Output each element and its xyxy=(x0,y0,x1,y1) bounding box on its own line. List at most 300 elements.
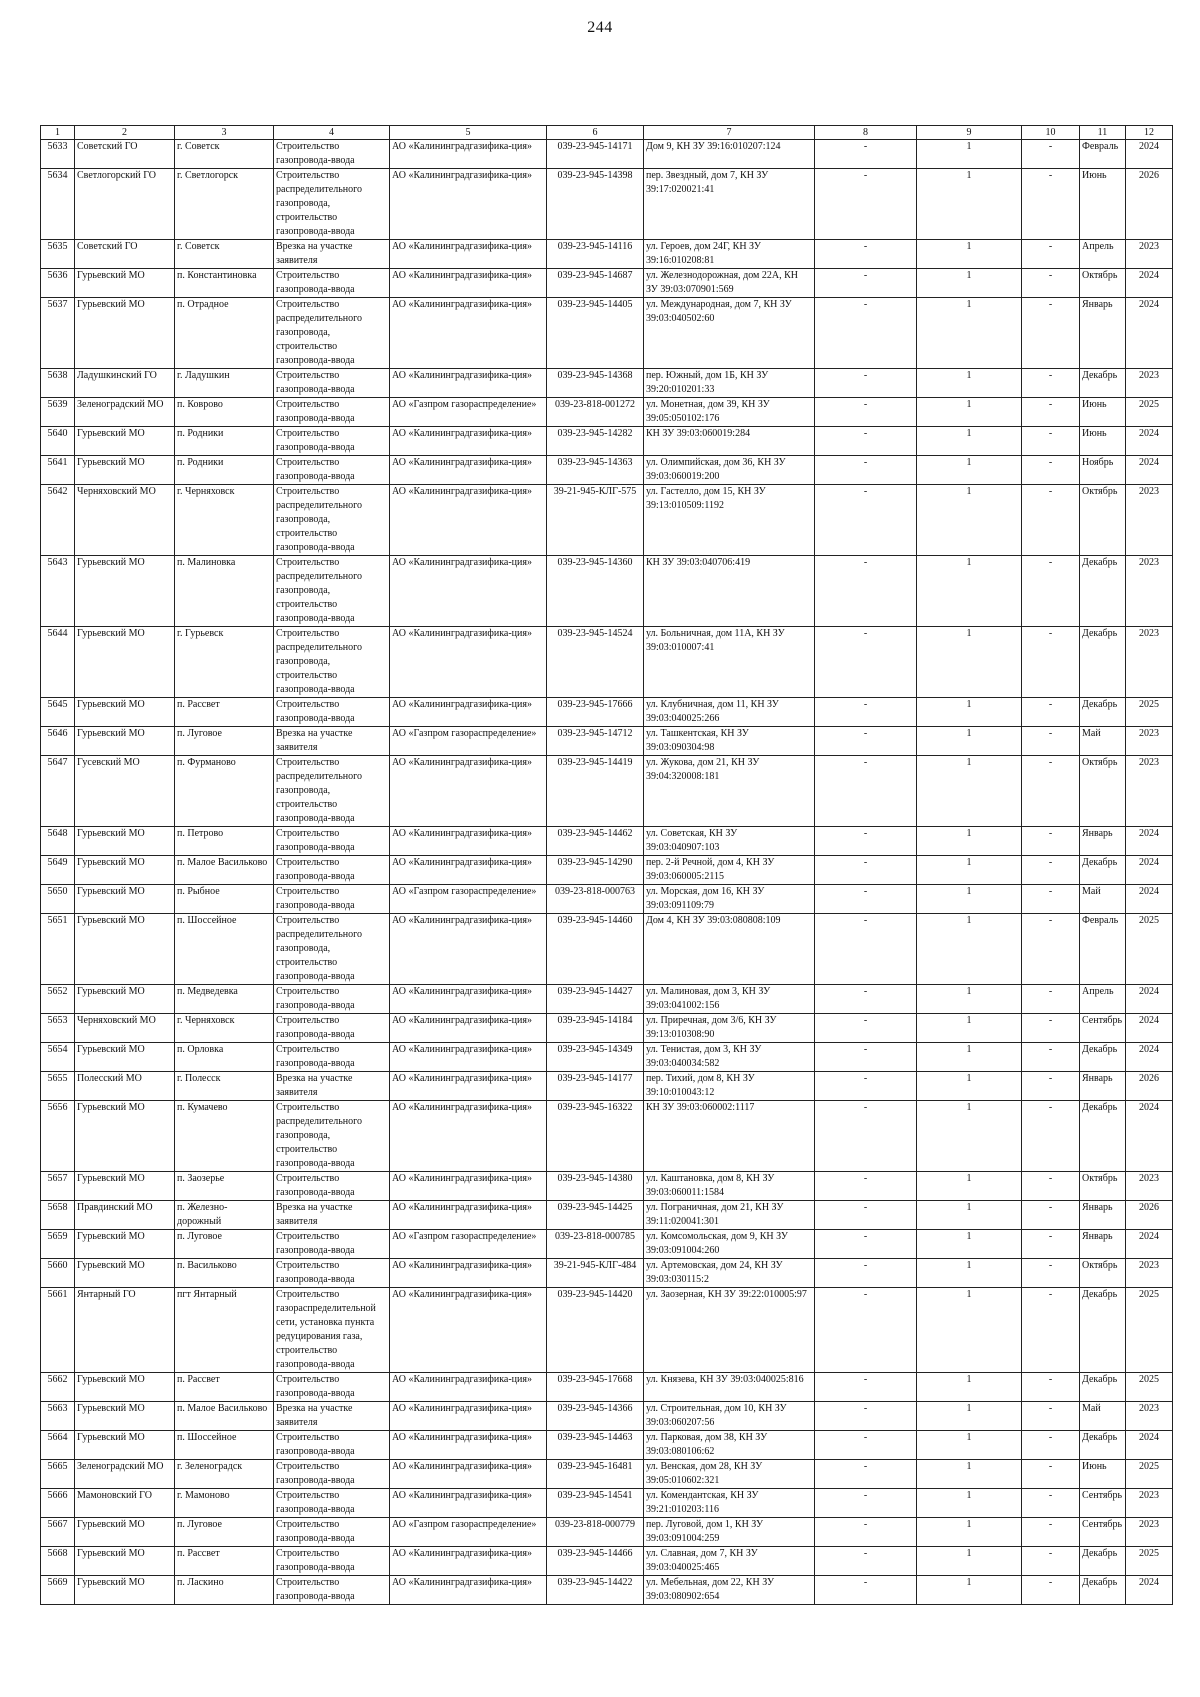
row-number-cell: 5651 xyxy=(41,914,75,985)
municipality-cell: Янтарный ГО xyxy=(75,1288,175,1373)
row-number-cell: 5659 xyxy=(41,1230,75,1259)
col-8-value-cell: - xyxy=(815,627,917,698)
address-cell: ул. Артемовская, дом 24, КН ЗУ 39:03:030115:2 xyxy=(644,1259,815,1288)
settlement-cell: п. Малое Васильково xyxy=(175,856,274,885)
work-type-cell: Строительство газопровода-ввода xyxy=(274,1014,390,1043)
year-cell: 2025 xyxy=(1126,698,1173,727)
address-cell: ул. Князева, КН ЗУ 39:03:040025:816 xyxy=(644,1373,815,1402)
settlement-cell: г. Советск xyxy=(175,140,274,169)
work-type-cell: Строительство распределительного газопровода, строительство газопровода-ввода xyxy=(274,298,390,369)
row-number-cell: 5645 xyxy=(41,698,75,727)
col-8-value-cell: - xyxy=(815,1402,917,1431)
col-9-value-cell: 1 xyxy=(917,1014,1022,1043)
row-number-cell: 5669 xyxy=(41,1576,75,1605)
col-10-value-cell: - xyxy=(1022,627,1080,698)
work-type-cell: Строительство распределительного газопровода, строительство газопровода-ввода xyxy=(274,169,390,240)
gas-company-cell: АО «Калининградгазифика-ция» xyxy=(390,856,547,885)
municipality-cell: Гурьевский МО xyxy=(75,298,175,369)
col-9-value-cell: 1 xyxy=(917,1460,1022,1489)
application-number-cell: 039-23-945-14405 xyxy=(547,298,644,369)
column-header: 9 xyxy=(917,126,1022,140)
col-9-value-cell: 1 xyxy=(917,885,1022,914)
col-8-value-cell: - xyxy=(815,485,917,556)
col-8-value-cell: - xyxy=(815,169,917,240)
application-number-cell: 039-23-945-14363 xyxy=(547,456,644,485)
gas-company-cell: АО «Калининградгазифика-ция» xyxy=(390,1043,547,1072)
application-number-cell: 039-23-945-14422 xyxy=(547,1576,644,1605)
gas-company-cell: АО «Калининградгазифика-ция» xyxy=(390,756,547,827)
col-10-value-cell: - xyxy=(1022,1230,1080,1259)
work-type-cell: Строительство газопровода-ввода xyxy=(274,1460,390,1489)
application-number-cell: 039-23-945-14427 xyxy=(547,985,644,1014)
col-9-value-cell: 1 xyxy=(917,856,1022,885)
col-8-value-cell: - xyxy=(815,756,917,827)
application-number-cell: 039-23-818-000763 xyxy=(547,885,644,914)
year-cell: 2024 xyxy=(1126,885,1173,914)
col-8-value-cell: - xyxy=(815,1489,917,1518)
municipality-cell: Гурьевский МО xyxy=(75,856,175,885)
row-number-cell: 5644 xyxy=(41,627,75,698)
month-cell: Декабрь xyxy=(1080,369,1126,398)
month-cell: Октябрь xyxy=(1080,269,1126,298)
settlement-cell: п. Орловка xyxy=(175,1043,274,1072)
table-row xyxy=(41,556,1173,627)
month-cell: Декабрь xyxy=(1080,1288,1126,1373)
col-9-value-cell: 1 xyxy=(917,1172,1022,1201)
gas-company-cell: АО «Калининградгазифика-ция» xyxy=(390,1489,547,1518)
work-type-cell: Врезка на участке заявителя xyxy=(274,1402,390,1431)
row-number-cell: 5640 xyxy=(41,427,75,456)
address-cell: ул. Жукова, дом 21, КН ЗУ 39:04:320008:181 xyxy=(644,756,815,827)
gas-company-cell: АО «Калининградгазифика-ция» xyxy=(390,1547,547,1576)
col-9-value-cell: 1 xyxy=(917,269,1022,298)
month-cell: Июнь xyxy=(1080,398,1126,427)
month-cell: Май xyxy=(1080,885,1126,914)
col-10-value-cell: - xyxy=(1022,485,1080,556)
col-10-value-cell: - xyxy=(1022,298,1080,369)
col-8-value-cell: - xyxy=(815,698,917,727)
col-10-value-cell: - xyxy=(1022,369,1080,398)
settlement-cell: г. Зеленоградск xyxy=(175,1460,274,1489)
work-type-cell: Строительство газопровода-ввода xyxy=(274,985,390,1014)
address-cell: пер. Звездный, дом 7, КН ЗУ 39:17:020021:41 xyxy=(644,169,815,240)
settlement-cell: п. Родники xyxy=(175,427,274,456)
table-row xyxy=(41,1547,1173,1576)
col-10-value-cell: - xyxy=(1022,1172,1080,1201)
gas-company-cell: АО «Калининградгазифика-ция» xyxy=(390,1014,547,1043)
application-number-cell: 039-23-945-14420 xyxy=(547,1288,644,1373)
work-type-cell: Строительство газопровода-ввода xyxy=(274,369,390,398)
settlement-cell: г. Мамоново xyxy=(175,1489,274,1518)
col-8-value-cell: - xyxy=(815,1072,917,1101)
col-10-value-cell: - xyxy=(1022,1576,1080,1605)
row-number-cell: 5647 xyxy=(41,756,75,827)
row-number-cell: 5658 xyxy=(41,1201,75,1230)
address-cell: ул. Приречная, дом 3/6, КН ЗУ 39:13:010308:90 xyxy=(644,1014,815,1043)
month-cell: Июнь xyxy=(1080,1460,1126,1489)
application-number-cell: 039-23-945-14466 xyxy=(547,1547,644,1576)
application-number-cell: 039-23-945-14462 xyxy=(547,827,644,856)
application-number-cell: 039-23-945-14380 xyxy=(547,1172,644,1201)
table-row xyxy=(41,1402,1173,1431)
gas-company-cell: АО «Газпром газораспределение» xyxy=(390,1518,547,1547)
col-9-value-cell: 1 xyxy=(917,914,1022,985)
municipality-cell: Гурьевский МО xyxy=(75,456,175,485)
year-cell: 2023 xyxy=(1126,756,1173,827)
year-cell: 2026 xyxy=(1126,169,1173,240)
row-number-cell: 5641 xyxy=(41,456,75,485)
col-10-value-cell: - xyxy=(1022,985,1080,1014)
row-number-cell: 5656 xyxy=(41,1101,75,1172)
col-9-value-cell: 1 xyxy=(917,1547,1022,1576)
col-9-value-cell: 1 xyxy=(917,756,1022,827)
col-9-value-cell: 1 xyxy=(917,140,1022,169)
year-cell: 2025 xyxy=(1126,1460,1173,1489)
row-number-cell: 5646 xyxy=(41,727,75,756)
municipality-cell: Полесский МО xyxy=(75,1072,175,1101)
col-8-value-cell: - xyxy=(815,1259,917,1288)
application-number-cell: 039-23-945-14712 xyxy=(547,727,644,756)
application-number-cell: 39-21-945-КЛГ-575 xyxy=(547,485,644,556)
address-cell: ул. Олимпийская, дом 36, КН ЗУ 39:03:060019:200 xyxy=(644,456,815,485)
year-cell: 2025 xyxy=(1126,398,1173,427)
work-type-cell: Врезка на участке заявителя xyxy=(274,727,390,756)
application-number-cell: 039-23-945-14541 xyxy=(547,1489,644,1518)
row-number-cell: 5668 xyxy=(41,1547,75,1576)
gas-company-cell: АО «Газпром газораспределение» xyxy=(390,398,547,427)
col-10-value-cell: - xyxy=(1022,1402,1080,1431)
year-cell: 2023 xyxy=(1126,1172,1173,1201)
gas-company-cell: АО «Калининградгазифика-ция» xyxy=(390,914,547,985)
municipality-cell: Гурьевский МО xyxy=(75,427,175,456)
gas-company-cell: АО «Калининградгазифика-ция» xyxy=(390,269,547,298)
col-8-value-cell: - xyxy=(815,369,917,398)
municipality-cell: Гурьевский МО xyxy=(75,1431,175,1460)
application-number-cell: 039-23-945-14290 xyxy=(547,856,644,885)
col-10-value-cell: - xyxy=(1022,1518,1080,1547)
month-cell: Сентябрь xyxy=(1080,1518,1126,1547)
municipality-cell: Гурьевский МО xyxy=(75,269,175,298)
gas-company-cell: АО «Калининградгазифика-ция» xyxy=(390,240,547,269)
col-9-value-cell: 1 xyxy=(917,1201,1022,1230)
year-cell: 2023 xyxy=(1126,1518,1173,1547)
address-cell: ул. Заозерная, КН ЗУ 39:22:010005:97 xyxy=(644,1288,815,1373)
table-row xyxy=(41,1288,1173,1373)
row-number-cell: 5664 xyxy=(41,1431,75,1460)
work-type-cell: Строительство распределительного газопровода, строительство газопровода-ввода xyxy=(274,914,390,985)
table-row xyxy=(41,169,1173,240)
column-number-row xyxy=(41,126,1173,140)
settlement-cell: п. Рассвет xyxy=(175,698,274,727)
settlement-cell: г. Черняховск xyxy=(175,1014,274,1043)
col-9-value-cell: 1 xyxy=(917,1043,1022,1072)
col-10-value-cell: - xyxy=(1022,1547,1080,1576)
settlement-cell: п. Железно-дорожный xyxy=(175,1201,274,1230)
municipality-cell: Гурьевский МО xyxy=(75,627,175,698)
month-cell: Май xyxy=(1080,727,1126,756)
year-cell: 2023 xyxy=(1126,1402,1173,1431)
month-cell: Январь xyxy=(1080,827,1126,856)
month-cell: Декабрь xyxy=(1080,1547,1126,1576)
settlement-cell: г. Ладушкин xyxy=(175,369,274,398)
municipality-cell: Черняховский МО xyxy=(75,485,175,556)
row-number-cell: 5642 xyxy=(41,485,75,556)
col-10-value-cell: - xyxy=(1022,1072,1080,1101)
col-10-value-cell: - xyxy=(1022,398,1080,427)
settlement-cell: п. Шоссейное xyxy=(175,1431,274,1460)
table-row xyxy=(41,1373,1173,1402)
municipality-cell: Гурьевский МО xyxy=(75,885,175,914)
table-row xyxy=(41,1072,1173,1101)
table-row xyxy=(41,885,1173,914)
year-cell: 2023 xyxy=(1126,485,1173,556)
col-9-value-cell: 1 xyxy=(917,698,1022,727)
settlement-cell: п. Родники xyxy=(175,456,274,485)
work-type-cell: Врезка на участке заявителя xyxy=(274,240,390,269)
work-type-cell: Строительство газораспределительной сети, установка пункта редуцирования газа, строительство газопровода-ввода xyxy=(274,1288,390,1373)
month-cell: Ноябрь xyxy=(1080,456,1126,485)
gas-company-cell: АО «Калининградгазифика-ция» xyxy=(390,1172,547,1201)
application-number-cell: 039-23-945-14398 xyxy=(547,169,644,240)
municipality-cell: Гурьевский МО xyxy=(75,1518,175,1547)
gas-company-cell: АО «Калининградгазифика-ция» xyxy=(390,456,547,485)
row-number-cell: 5633 xyxy=(41,140,75,169)
row-number-cell: 5634 xyxy=(41,169,75,240)
row-number-cell: 5648 xyxy=(41,827,75,856)
municipality-cell: Советский ГО xyxy=(75,240,175,269)
work-type-cell: Врезка на участке заявителя xyxy=(274,1072,390,1101)
month-cell: Январь xyxy=(1080,1201,1126,1230)
year-cell: 2024 xyxy=(1126,1014,1173,1043)
work-type-cell: Строительство газопровода-ввода xyxy=(274,1547,390,1576)
col-10-value-cell: - xyxy=(1022,269,1080,298)
col-10-value-cell: - xyxy=(1022,698,1080,727)
work-type-cell: Строительство газопровода-ввода xyxy=(274,856,390,885)
col-10-value-cell: - xyxy=(1022,1288,1080,1373)
municipality-cell: Мамоновский ГО xyxy=(75,1489,175,1518)
month-cell: Январь xyxy=(1080,1230,1126,1259)
row-number-cell: 5654 xyxy=(41,1043,75,1072)
col-10-value-cell: - xyxy=(1022,240,1080,269)
municipality-cell: Светлогорский ГО xyxy=(75,169,175,240)
col-9-value-cell: 1 xyxy=(917,456,1022,485)
row-number-cell: 5653 xyxy=(41,1014,75,1043)
col-8-value-cell: - xyxy=(815,914,917,985)
col-8-value-cell: - xyxy=(815,1547,917,1576)
year-cell: 2024 xyxy=(1126,1431,1173,1460)
application-number-cell: 039-23-945-14171 xyxy=(547,140,644,169)
col-9-value-cell: 1 xyxy=(917,1101,1022,1172)
table-row xyxy=(41,914,1173,985)
column-header: 4 xyxy=(274,126,390,140)
year-cell: 2024 xyxy=(1126,427,1173,456)
settlement-cell: г. Светлогорск xyxy=(175,169,274,240)
column-header: 10 xyxy=(1022,126,1080,140)
col-9-value-cell: 1 xyxy=(917,1288,1022,1373)
settlement-cell: п. Малиновка xyxy=(175,556,274,627)
address-cell: КН ЗУ 39:03:040706:419 xyxy=(644,556,815,627)
work-type-cell: Строительство газопровода-ввода xyxy=(274,885,390,914)
col-8-value-cell: - xyxy=(815,1460,917,1489)
address-cell: ул. Советская, КН ЗУ 39:03:040907:103 xyxy=(644,827,815,856)
year-cell: 2025 xyxy=(1126,1547,1173,1576)
col-9-value-cell: 1 xyxy=(917,369,1022,398)
address-cell: ул. Морская, дом 16, КН ЗУ 39:03:091109:79 xyxy=(644,885,815,914)
municipality-cell: Ладушкинский ГО xyxy=(75,369,175,398)
year-cell: 2025 xyxy=(1126,1288,1173,1373)
table-row xyxy=(41,756,1173,827)
year-cell: 2023 xyxy=(1126,627,1173,698)
col-9-value-cell: 1 xyxy=(917,298,1022,369)
table-row xyxy=(41,298,1173,369)
row-number-cell: 5636 xyxy=(41,269,75,298)
table-row xyxy=(41,1043,1173,1072)
gas-company-cell: АО «Калининградгазифика-ция» xyxy=(390,1373,547,1402)
row-number-cell: 5635 xyxy=(41,240,75,269)
settlement-cell: п. Коврово xyxy=(175,398,274,427)
row-number-cell: 5665 xyxy=(41,1460,75,1489)
col-8-value-cell: - xyxy=(815,856,917,885)
col-8-value-cell: - xyxy=(815,1201,917,1230)
gas-company-cell: АО «Газпром газораспределение» xyxy=(390,727,547,756)
month-cell: Сентябрь xyxy=(1080,1014,1126,1043)
row-number-cell: 5650 xyxy=(41,885,75,914)
settlement-cell: п. Заозерье xyxy=(175,1172,274,1201)
gas-company-cell: АО «Калининградгазифика-ция» xyxy=(390,169,547,240)
register-table xyxy=(40,125,1173,1605)
year-cell: 2024 xyxy=(1126,827,1173,856)
year-cell: 2023 xyxy=(1126,556,1173,627)
municipality-cell: Гурьевский МО xyxy=(75,1043,175,1072)
table-row xyxy=(41,985,1173,1014)
year-cell: 2024 xyxy=(1126,298,1173,369)
col-10-value-cell: - xyxy=(1022,1101,1080,1172)
address-cell: ул. Ташкентская, КН ЗУ 39:03:090304:98 xyxy=(644,727,815,756)
work-type-cell: Строительство распределительного газопровода, строительство газопровода-ввода xyxy=(274,1101,390,1172)
table-row xyxy=(41,1230,1173,1259)
col-10-value-cell: - xyxy=(1022,169,1080,240)
col-8-value-cell: - xyxy=(815,1230,917,1259)
col-10-value-cell: - xyxy=(1022,1259,1080,1288)
row-number-cell: 5657 xyxy=(41,1172,75,1201)
application-number-cell: 039-23-945-14419 xyxy=(547,756,644,827)
row-number-cell: 5643 xyxy=(41,556,75,627)
address-cell: ул. Парковая, дом 38, КН ЗУ 39:03:080106:62 xyxy=(644,1431,815,1460)
row-number-cell: 5637 xyxy=(41,298,75,369)
gas-company-cell: АО «Калининградгазифика-ция» xyxy=(390,627,547,698)
year-cell: 2026 xyxy=(1126,1201,1173,1230)
year-cell: 2023 xyxy=(1126,1489,1173,1518)
col-10-value-cell: - xyxy=(1022,456,1080,485)
row-number-cell: 5660 xyxy=(41,1259,75,1288)
address-cell: ул. Гастелло, дом 15, КН ЗУ 39:13:010509:1192 xyxy=(644,485,815,556)
work-type-cell: Строительство газопровода-ввода xyxy=(274,1431,390,1460)
col-10-value-cell: - xyxy=(1022,727,1080,756)
row-number-cell: 5639 xyxy=(41,398,75,427)
settlement-cell: п. Фурманово xyxy=(175,756,274,827)
gas-company-cell: АО «Калининградгазифика-ция» xyxy=(390,298,547,369)
month-cell: Апрель xyxy=(1080,985,1126,1014)
work-type-cell: Строительство газопровода-ввода xyxy=(274,456,390,485)
table-row xyxy=(41,1172,1173,1201)
application-number-cell: 39-21-945-КЛГ-484 xyxy=(547,1259,644,1288)
gas-company-cell: АО «Калининградгазифика-ция» xyxy=(390,1576,547,1605)
col-8-value-cell: - xyxy=(815,240,917,269)
column-header: 5 xyxy=(390,126,547,140)
col-8-value-cell: - xyxy=(815,140,917,169)
col-9-value-cell: 1 xyxy=(917,985,1022,1014)
application-number-cell: 039-23-818-000779 xyxy=(547,1518,644,1547)
work-type-cell: Строительство распределительного газопровода, строительство газопровода-ввода xyxy=(274,556,390,627)
work-type-cell: Строительство газопровода-ввода xyxy=(274,1230,390,1259)
address-cell: пер. Луговой, дом 1, КН ЗУ 39:03:091004:259 xyxy=(644,1518,815,1547)
col-9-value-cell: 1 xyxy=(917,827,1022,856)
col-8-value-cell: - xyxy=(815,1172,917,1201)
settlement-cell: п. Луговое xyxy=(175,727,274,756)
settlement-cell: п. Ласкино xyxy=(175,1576,274,1605)
application-number-cell: 039-23-945-16322 xyxy=(547,1101,644,1172)
col-10-value-cell: - xyxy=(1022,1489,1080,1518)
col-10-value-cell: - xyxy=(1022,1460,1080,1489)
year-cell: 2024 xyxy=(1126,456,1173,485)
column-header: 6 xyxy=(547,126,644,140)
work-type-cell: Строительство распределительного газопровода, строительство газопровода-ввода xyxy=(274,485,390,556)
col-10-value-cell: - xyxy=(1022,885,1080,914)
application-number-cell: 039-23-945-14116 xyxy=(547,240,644,269)
month-cell: Декабрь xyxy=(1080,1373,1126,1402)
col-10-value-cell: - xyxy=(1022,827,1080,856)
gas-company-cell: АО «Калининградгазифика-ция» xyxy=(390,369,547,398)
col-9-value-cell: 1 xyxy=(917,627,1022,698)
settlement-cell: п. Шоссейное xyxy=(175,914,274,985)
municipality-cell: Зеленоградский МО xyxy=(75,398,175,427)
col-8-value-cell: - xyxy=(815,1576,917,1605)
col-10-value-cell: - xyxy=(1022,1201,1080,1230)
municipality-cell: Гурьевский МО xyxy=(75,1230,175,1259)
col-10-value-cell: - xyxy=(1022,1043,1080,1072)
settlement-cell: п. Отрадное xyxy=(175,298,274,369)
settlement-cell: п. Кумачево xyxy=(175,1101,274,1172)
municipality-cell: Правдинский МО xyxy=(75,1201,175,1230)
month-cell: Октябрь xyxy=(1080,756,1126,827)
table-row xyxy=(41,1460,1173,1489)
municipality-cell: Гурьевский МО xyxy=(75,727,175,756)
application-number-cell: 039-23-945-14282 xyxy=(547,427,644,456)
col-8-value-cell: - xyxy=(815,269,917,298)
table-row xyxy=(41,398,1173,427)
address-cell: КН ЗУ 39:03:060002:1117 xyxy=(644,1101,815,1172)
row-number-cell: 5666 xyxy=(41,1489,75,1518)
year-cell: 2024 xyxy=(1126,856,1173,885)
col-10-value-cell: - xyxy=(1022,1373,1080,1402)
address-cell: пер. Южный, дом 1Б, КН ЗУ 39:20:010201:33 xyxy=(644,369,815,398)
column-header: 2 xyxy=(75,126,175,140)
table-row xyxy=(41,1431,1173,1460)
address-cell: ул. Клубничная, дом 11, КН ЗУ 39:03:040025:266 xyxy=(644,698,815,727)
application-number-cell: 039-23-818-001272 xyxy=(547,398,644,427)
month-cell: Апрель xyxy=(1080,240,1126,269)
application-number-cell: 039-23-945-17666 xyxy=(547,698,644,727)
column-header: 11 xyxy=(1080,126,1126,140)
settlement-cell: г. Советск xyxy=(175,240,274,269)
application-number-cell: 039-23-945-14360 xyxy=(547,556,644,627)
col-9-value-cell: 1 xyxy=(917,1072,1022,1101)
col-8-value-cell: - xyxy=(815,1014,917,1043)
municipality-cell: Гурьевский МО xyxy=(75,1172,175,1201)
work-type-cell: Врезка на участке заявителя xyxy=(274,1201,390,1230)
table-row xyxy=(41,269,1173,298)
application-number-cell: 039-23-945-14463 xyxy=(547,1431,644,1460)
